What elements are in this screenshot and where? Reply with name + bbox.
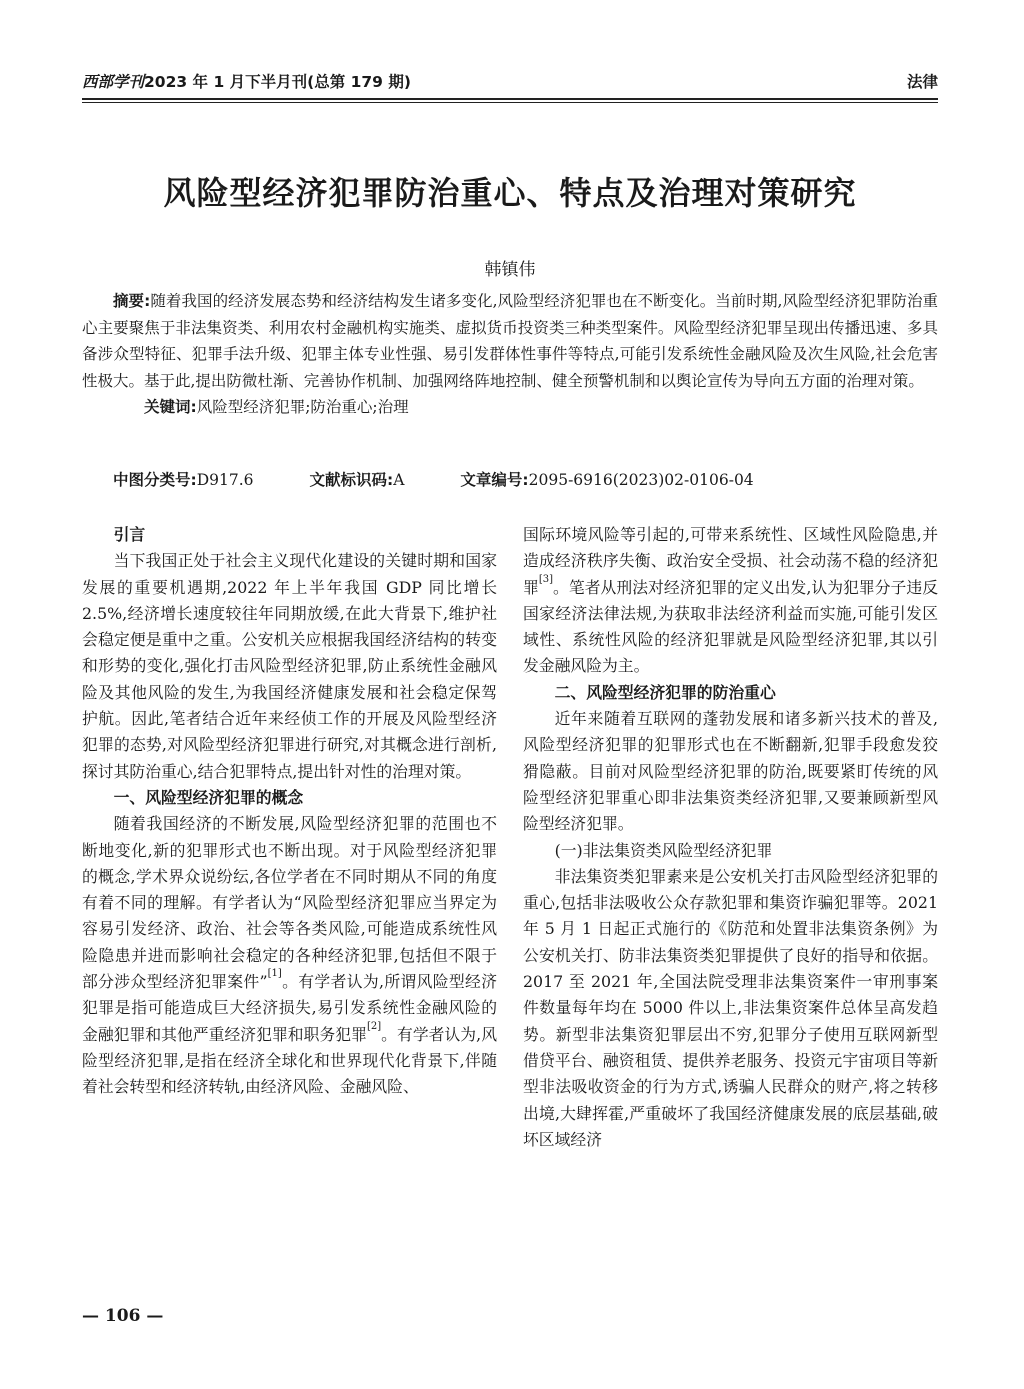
keywords-label: 关键词: bbox=[144, 398, 197, 416]
doc-value: A bbox=[393, 471, 405, 489]
journal-logo: 西部学刊 bbox=[82, 72, 145, 91]
section-name: 法律 bbox=[906, 73, 938, 91]
citation-2: [2] bbox=[366, 1020, 382, 1032]
doc-label: 文献标识码: bbox=[309, 471, 394, 489]
s1-text-d: 国际环境风险等引起的,可带来系统性、区域性风险隐患,并造成经济秩序失衡、政治安全受损、社会动荡不稳的经济犯罪 bbox=[523, 525, 938, 597]
body-columns bbox=[82, 522, 938, 1292]
abstract bbox=[82, 288, 938, 394]
left-column bbox=[82, 522, 497, 1292]
abstract-label: 摘要: bbox=[113, 292, 151, 310]
citation-3: [3] bbox=[538, 573, 554, 585]
s1-text-e: 。笔者从刑法对经济犯罪的定义出发,认为犯罪分子违反国家经济法律法规,为获取非法经济利益而实施,可能引发区域性、系统性风险的经济犯罪就是风险型经济犯罪,其以引发金融风险为主。 bbox=[523, 577, 938, 676]
section-1-heading: 一、风险型经济犯罪的概念 bbox=[113, 787, 304, 807]
abstract-text: 随着我国的经济发展态势和经济结构发生诸多变化,风险型经济犯罪也在不断变化。当前时期,风险型经济犯罪防治重心主要聚焦于非法集资类、利用农村金融机构实施类、虚拟货币投资类三种类型案件。风险型经济犯罪呈现出传播迅速、多具备涉众型特征、犯罪手法升级、犯罪主体专业性强、易引发群体性事件等特点,可能引发系统性金融风险及次生风险,社会危害性极大。基于此,提出防微杜渐、完善协作机制、加强网络阵地控制、健全预警机制和以舆论宣传为导向五方面的治理对策。 bbox=[82, 292, 938, 390]
article-title: 风险型经济犯罪防治重心、特点及治理对策研究 bbox=[163, 174, 857, 212]
classification-info bbox=[82, 467, 969, 493]
header-left bbox=[82, 70, 411, 92]
section-1-paragraph-cont bbox=[523, 522, 938, 680]
subsection-2-1-heading: (一)非法集资类风险型经济犯罪 bbox=[554, 840, 773, 860]
intro-paragraph: 当下我国正处于社会主义现代化建设的关键时期和国家发展的重要机遇期,2022 年上半年我国 GDP 同比增长 2.5%,经济增长速度较往年同期放缓,在此大背景下,维护社会稳定便是重中之重。公安机关应根据我国经济结构的转变和形势的变化,强化打击风险型经济犯罪,防止系统性金融风险及其他风险的发生,为我国经济健康发展和社会稳定保驾护航。因此,笔者结合近年来经侦工作的开展及风险型经济犯罪的态势,对风险型经济犯罪进行研究,对其概念进行剖析,探讨其防治重心,结合犯罪特点,提出针对性的治理对策。 bbox=[82, 551, 497, 781]
section-2-heading: 二、风险型经济犯罪的防治重心 bbox=[554, 682, 776, 702]
doc-code bbox=[310, 467, 405, 493]
right-column bbox=[523, 522, 938, 1292]
clc-code bbox=[113, 467, 254, 493]
header-rule-thin bbox=[82, 102, 938, 103]
keywords bbox=[82, 394, 938, 420]
section-1-paragraph bbox=[82, 811, 497, 1100]
section-2-paragraph: 近年来随着互联网的蓬勃发展和诸多新兴技术的普及,风险型经济犯罪的犯罪形式也在不断翻新,犯罪手段愈发狡猾隐蔽。目前对风险型经济犯罪的防治,既要紧盯传统的风险型经济犯罪重心即非法集资类经济犯罪,又要兼顾新型风险型经济犯罪。 bbox=[523, 709, 938, 834]
header-rule-thick bbox=[82, 98, 938, 100]
art-label: 文章编号: bbox=[460, 471, 529, 489]
s1-text-c: 。有学者认为,风险型经济犯罪,是指在经济全球化和世界现代化背景下,伴随着社会转型和经济转轨,由经济风险、金融风险、 bbox=[82, 1024, 497, 1097]
intro-heading: 引言 bbox=[113, 525, 146, 544]
article-number bbox=[460, 467, 753, 493]
citation-1: [1] bbox=[267, 968, 282, 980]
subsection-2-1-paragraph: 非法集资类犯罪素来是公安机关打击风险型经济犯罪的重心,包括非法吸收公众存款犯罪和集资诈骗犯罪等。2021 年 5 月 1 日起正式施行的《防范和处置非法集资条例》为公安机关打、防非法集资类犯罪提供了良好的指导和依据。2017 至 2021 年,全国法院受理非法集资案件一审刑事案件数量每年均在 5000 件以上,非法集资案件总体呈高发趋势。新型非法集资犯罪层出不穷,犯罪分子使用互联网新型借贷平台、融资租赁、提供养老服务、投资元宇宙项目等新型非法吸收资金的行为方式,诱骗人民群众的财产,将之转移出境,大肆挥霍,严重破坏了我国经济健康发展的底层基础,破坏区域经济 bbox=[523, 866, 938, 1149]
keywords-text: 风险型经济犯罪;防治重心;治理 bbox=[196, 398, 409, 416]
clc-label: 中图分类号: bbox=[113, 471, 197, 489]
running-header bbox=[82, 70, 938, 98]
issue-info: 2023 年 1 月下半月刊(总第 179 期) bbox=[144, 73, 411, 91]
page-number: — 106 — bbox=[82, 1306, 164, 1326]
author-name: 韩镇伟 bbox=[484, 260, 536, 280]
s1-text-b: 。有学者认为,所谓风险型经济犯罪是指可能造成巨大经济损失,易引发系统性金融风险的金融犯罪和其他严重经济犯罪和职务犯罪 bbox=[82, 972, 497, 1044]
s1-text-a: 随着我国经济的不断发展,风险型经济犯罪的范围也不断地变化,新的犯罪形式也不断出现。对于风险型经济犯罪的概念,学术界众说纷纭,各位学者在不同时期从不同的角度有着不同的理解。有学者认为“风险型经济犯罪应当界定为容易引发经济、政治、社会等各类风险,可能造成系统性风险隐患并进而影响社会稳定的各种经济犯罪,包括但不限于部分涉众型经济犯罪案件” bbox=[82, 814, 497, 992]
art-value: 2095-6916(2023)02-0106-04 bbox=[528, 471, 754, 489]
clc-value: D917.6 bbox=[196, 471, 254, 489]
abstract-block bbox=[82, 288, 938, 420]
